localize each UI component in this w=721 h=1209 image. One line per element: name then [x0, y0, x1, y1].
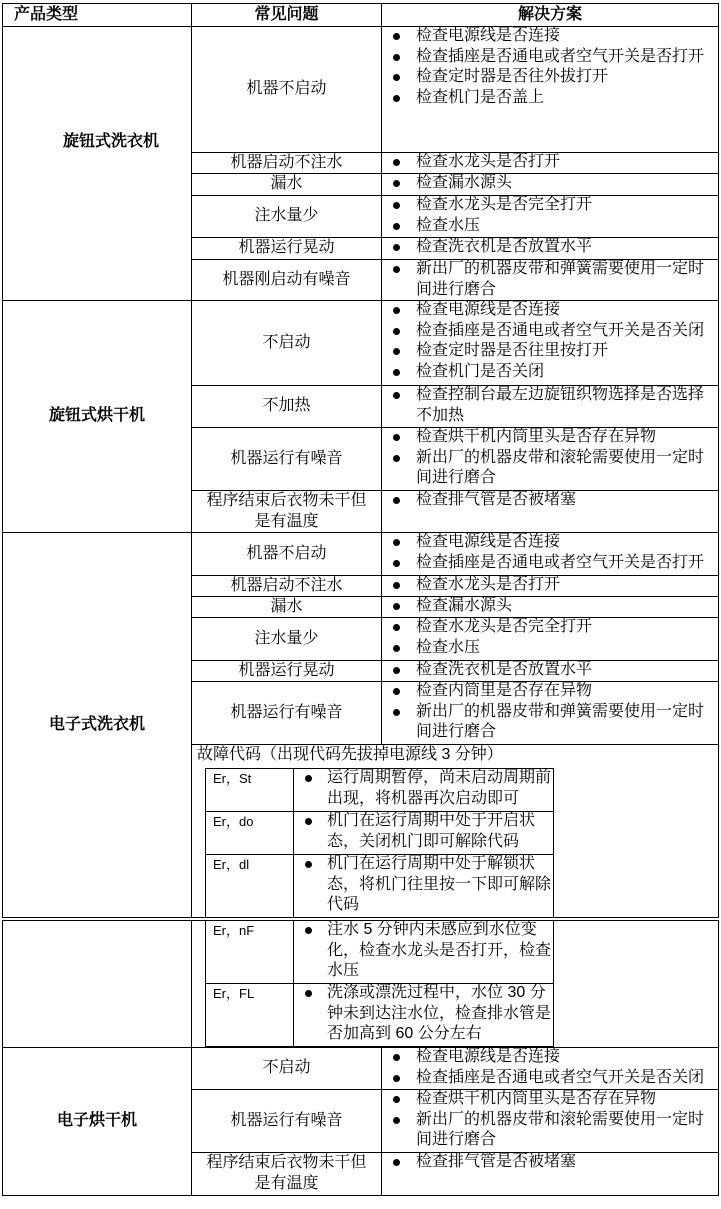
solution-item — [382, 237, 718, 258]
issue-text: 注水量少 — [254, 629, 319, 647]
error-solution-text: 机门在运行周期中处于解锁状态，将机门往里按一下即可解除代码 — [327, 855, 552, 914]
error-code-cell — [205, 768, 294, 812]
solution-text: 检查水龙头是否完全打开 — [416, 618, 593, 635]
solution-item — [382, 532, 718, 553]
bullet-icon — [305, 927, 312, 934]
issue-cell — [191, 237, 382, 260]
product-name: 旋钮式烘干机 — [48, 407, 145, 425]
issue-text: 程序结束后衣物未干但是有温度 — [206, 491, 367, 530]
solution-text: 检查机门是否关闭 — [416, 363, 545, 381]
error-codes-cell-continued — [191, 920, 719, 1048]
product-cell — [2, 532, 192, 918]
solution-cell — [381, 237, 719, 260]
solution-item — [382, 575, 718, 596]
issue-text: 机器运行晃动 — [238, 661, 335, 679]
solution-item — [382, 553, 718, 574]
error-codes-cell — [191, 744, 719, 918]
solution-list — [382, 195, 718, 236]
solution-list — [382, 596, 718, 617]
error-code: Er，FL — [213, 986, 255, 1001]
solution-list — [382, 427, 718, 489]
solution-list — [382, 617, 718, 658]
solution-item — [382, 1047, 718, 1068]
bullet-icon — [393, 266, 400, 273]
solution-item — [382, 638, 718, 659]
solution-item — [382, 67, 718, 88]
bullet-icon — [393, 539, 400, 546]
solution-item — [382, 300, 718, 321]
issue-cell — [191, 617, 382, 661]
solution-cell — [381, 660, 719, 682]
solution-list — [294, 920, 553, 982]
issue-text: 漏水 — [270, 597, 303, 615]
issue-cell — [191, 1047, 382, 1090]
solution-text: 检查烘干机内筒里头是否存在异物 — [416, 1090, 657, 1107]
issue-cell — [191, 490, 382, 533]
bullet-icon — [393, 33, 400, 40]
bullet-icon — [393, 54, 400, 61]
product-name: 电子烘干机 — [56, 1112, 137, 1130]
product-cell — [2, 26, 192, 301]
solution-item — [382, 681, 718, 702]
solution-text: 新出厂的机器皮带和滚轮需要使用一定时间进行磨合 — [416, 448, 705, 487]
solution-text: 检查水龙头是否完全打开 — [416, 196, 593, 213]
solution-item — [294, 920, 553, 982]
solution-list — [382, 152, 718, 173]
solution-cell — [381, 1089, 719, 1153]
solution-list — [382, 532, 718, 573]
error-solution-text: 机门在运行周期中处于开启状态，关闭机门即可解除代码 — [327, 812, 536, 850]
issue-cell — [191, 681, 382, 745]
solution-item — [382, 1089, 718, 1110]
error-code: Er，do — [213, 814, 254, 829]
issue-text: 机器不启动 — [246, 544, 327, 562]
solution-item — [382, 259, 718, 300]
issue-text: 机器刚启动有噪音 — [222, 270, 351, 288]
solution-item — [294, 854, 553, 916]
issue-text: 机器运行有噪音 — [230, 1111, 343, 1129]
issue-cell — [191, 596, 382, 618]
bullet-icon — [393, 159, 400, 166]
solution-text: 检查洗衣机是否放置水平 — [416, 661, 593, 678]
error-code: Er，dl — [213, 857, 250, 872]
issue-cell — [191, 575, 382, 597]
solution-list — [382, 26, 718, 109]
solution-list — [382, 1152, 718, 1173]
bullet-icon — [393, 202, 400, 209]
bullet-icon — [393, 95, 400, 102]
bullet-icon — [393, 180, 400, 187]
solution-text: 检查烘干机内筒里头是否存在异物 — [416, 428, 657, 445]
error-code: Er，St — [213, 771, 252, 786]
solution-item — [382, 427, 718, 448]
issue-cell — [191, 385, 382, 428]
solution-list — [382, 1047, 718, 1088]
header-common-issue: 常见问题 — [254, 6, 319, 23]
solution-list — [382, 681, 718, 743]
solution-text: 检查漏水源头 — [416, 174, 513, 191]
solution-text: 检查电源线是否连接 — [416, 27, 561, 44]
solution-text: 检查插座是否通电或者空气开关是否关闭 — [416, 1068, 705, 1086]
bullet-icon — [393, 497, 400, 504]
solution-cell — [381, 152, 719, 174]
solution-text: 新出厂的机器皮带和弹簧需要使用一定时间进行磨合 — [416, 260, 705, 298]
solution-item — [382, 617, 718, 638]
solution-list — [382, 575, 718, 596]
solution-text: 检查水压 — [416, 216, 481, 234]
solution-item — [382, 1152, 718, 1173]
error-code-cell — [205, 854, 294, 918]
bullet-icon — [393, 667, 400, 674]
product-name: 旋钮式洗衣机 — [62, 133, 159, 151]
issue-text: 不加热 — [262, 397, 311, 415]
solution-cell — [381, 195, 719, 238]
issue-text: 机器启动不注水 — [230, 153, 343, 171]
solution-cell — [381, 490, 719, 533]
solution-item — [382, 195, 718, 216]
solution-item — [382, 490, 718, 511]
solution-text: 检查排气管是否被堵塞 — [416, 1153, 577, 1170]
error-solution-text: 运行周期暂停，尚未启动周期前出现，将机器再次启动即可 — [327, 769, 552, 807]
issue-cell — [191, 173, 382, 196]
error-solution-cell — [293, 854, 554, 918]
solution-text: 检查插座是否通电或者空气开关是否打开 — [416, 47, 705, 65]
solution-list — [382, 385, 718, 426]
solution-item — [382, 362, 718, 383]
issue-cell — [191, 152, 382, 174]
solution-cell — [381, 532, 719, 576]
solution-text: 检查电源线是否连接 — [416, 301, 561, 318]
solution-text: 检查排气管是否被堵塞 — [416, 491, 577, 508]
solution-list — [294, 811, 553, 852]
header-product-type: 产品类型 — [14, 6, 79, 23]
bullet-icon — [393, 369, 400, 376]
header-solution: 解决方案 — [517, 6, 582, 23]
product-cell-continued — [2, 920, 192, 1048]
bullet-icon — [393, 688, 400, 695]
issue-text: 程序结束后衣物未干但是有温度 — [206, 1154, 367, 1192]
solution-text: 新出厂的机器皮带和滚轮需要使用一定时间进行磨合 — [416, 1110, 705, 1149]
issue-cell — [191, 1152, 382, 1196]
solution-text: 检查漏水源头 — [416, 597, 513, 614]
issue-cell — [191, 1089, 382, 1153]
solution-cell — [381, 617, 719, 661]
error-codes-table-continued — [205, 920, 554, 1047]
header-product-type-cell — [2, 3, 192, 27]
solution-cell — [381, 427, 719, 491]
bullet-icon — [393, 645, 400, 652]
issue-cell — [191, 300, 382, 386]
solution-text: 检查电源线是否连接 — [416, 533, 561, 550]
product-cell — [2, 1047, 192, 1196]
issue-cell — [191, 427, 382, 491]
solution-cell — [381, 1047, 719, 1090]
error-solution-cell — [293, 920, 554, 984]
bullet-icon — [393, 1096, 400, 1103]
error-solution-cell — [293, 811, 554, 855]
solution-text: 检查水龙头是否打开 — [416, 153, 561, 170]
bullet-icon — [393, 244, 400, 251]
solution-text: 检查洗衣机是否放置水平 — [416, 238, 593, 255]
issue-text: 不启动 — [262, 1059, 311, 1077]
header-common-issue-cell — [191, 3, 382, 27]
bullet-icon — [305, 818, 312, 825]
bullet-icon — [393, 1159, 400, 1166]
solution-item — [294, 811, 553, 852]
solution-cell — [381, 173, 719, 196]
error-code: Er，nF — [213, 923, 255, 938]
header-solution-cell — [381, 3, 719, 27]
solution-text: 检查机门是否盖上 — [416, 89, 545, 107]
solution-list — [382, 660, 718, 681]
error-code-cell — [205, 920, 294, 984]
product-name: 电子式洗衣机 — [48, 715, 145, 733]
solution-text: 检查水压 — [416, 638, 481, 656]
issue-text: 机器启动不注水 — [230, 576, 343, 594]
bullet-icon — [393, 223, 400, 230]
issue-cell — [191, 195, 382, 238]
bullet-icon — [393, 560, 400, 567]
solution-list — [382, 490, 718, 511]
solution-item — [382, 448, 718, 489]
bullet-icon — [393, 1117, 400, 1124]
solution-list — [382, 300, 718, 383]
solution-cell — [381, 259, 719, 301]
bullet-icon — [393, 392, 400, 399]
solution-list — [294, 854, 553, 916]
bullet-icon — [393, 434, 400, 441]
bullet-icon — [305, 775, 312, 782]
solution-cell — [381, 596, 719, 618]
bullet-icon — [393, 582, 400, 589]
solution-item — [382, 173, 718, 194]
issue-cell — [191, 26, 382, 153]
solution-item — [382, 47, 718, 68]
solution-item — [382, 1110, 718, 1151]
bullet-icon — [393, 74, 400, 81]
solution-text: 检查定时器是否往里按打开 — [416, 342, 609, 360]
error-code-cell — [205, 983, 294, 1047]
bullet-icon — [393, 1054, 400, 1061]
issue-text: 不启动 — [262, 333, 311, 351]
bullet-icon — [393, 348, 400, 355]
solution-text: 检查内筒里是否存在异物 — [416, 682, 593, 699]
solution-text: 检查插座是否通电或者空气开关是否打开 — [416, 553, 705, 571]
solution-item — [382, 596, 718, 617]
issue-text: 机器不启动 — [246, 80, 327, 98]
solution-cell — [381, 575, 719, 597]
solution-item — [382, 216, 718, 237]
bullet-icon — [393, 1075, 400, 1082]
solution-text: 检查水龙头是否打开 — [416, 576, 561, 593]
solution-text: 检查电源线是否连接 — [416, 1048, 561, 1065]
solution-item — [382, 1068, 718, 1089]
error-solution-text: 洗涤或漂洗过程中，水位 30 分钟未到达注水位，检查排水管是否加高到 60 公分左右 — [327, 984, 552, 1043]
error-solution-text: 注水 5 分钟内未感应到水位变化，检查水龙头是否打开，检查水压 — [327, 921, 552, 980]
bullet-icon — [393, 603, 400, 610]
issue-cell — [191, 660, 382, 682]
solution-list — [382, 237, 718, 258]
solution-text: 检查定时器是否往外拔打开 — [416, 68, 609, 86]
issue-text: 机器运行有噪音 — [230, 449, 343, 467]
issue-cell — [191, 532, 382, 576]
bullet-icon — [393, 624, 400, 631]
issue-text: 注水量少 — [254, 207, 319, 225]
solution-list — [294, 983, 553, 1045]
solution-text: 检查控制台最左边旋钮织物选择是否选择不加热 — [416, 386, 705, 424]
product-cell — [2, 300, 192, 533]
solution-item — [294, 768, 553, 809]
solution-list — [382, 173, 718, 194]
solution-item — [382, 660, 718, 681]
bullet-icon — [393, 307, 400, 314]
bullet-icon — [393, 328, 400, 335]
solution-item — [382, 152, 718, 173]
error-codes-table — [205, 768, 554, 918]
error-codes-title: 故障代码（出现代码先拔掉电源线 3 分钟） — [197, 746, 503, 763]
error-code-cell — [205, 811, 294, 855]
solution-item — [382, 341, 718, 362]
solution-item — [382, 26, 718, 47]
solution-text: 新出厂的机器皮带和弹簧需要使用一定时间进行磨合 — [416, 702, 705, 741]
solution-item — [382, 321, 718, 342]
bullet-icon — [305, 990, 312, 997]
issue-cell — [191, 259, 382, 301]
solution-list — [294, 768, 553, 809]
solution-list — [382, 1089, 718, 1151]
issue-text: 机器运行有噪音 — [230, 703, 343, 721]
solution-item — [382, 702, 718, 743]
error-solution-cell — [293, 983, 554, 1047]
solution-cell — [381, 26, 719, 153]
issue-text: 漏水 — [270, 175, 303, 193]
solution-item — [382, 88, 718, 109]
bullet-icon — [393, 709, 400, 716]
solution-list — [382, 259, 718, 300]
issue-text: 机器运行晃动 — [238, 239, 335, 257]
bullet-icon — [393, 455, 400, 462]
solution-cell — [381, 385, 719, 428]
solution-item — [382, 385, 718, 426]
solution-text: 检查插座是否通电或者空气开关是否关闭 — [416, 321, 705, 339]
solution-item — [294, 983, 553, 1045]
solution-cell — [381, 681, 719, 745]
error-solution-cell — [293, 768, 554, 812]
solution-cell — [381, 300, 719, 386]
bullet-icon — [305, 861, 312, 868]
solution-cell — [381, 1152, 719, 1196]
